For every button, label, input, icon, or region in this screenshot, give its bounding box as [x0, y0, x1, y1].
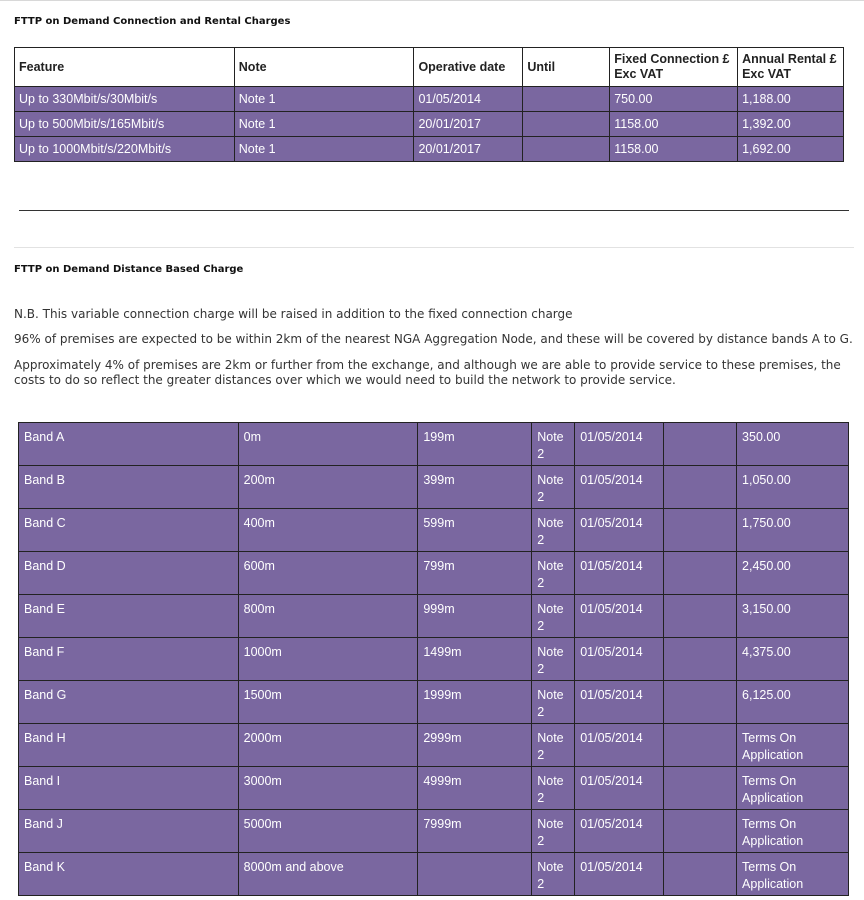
table-row — [15, 112, 844, 137]
cell-to-distance: 999m — [418, 595, 532, 638]
cell-from-distance: 2000m — [238, 724, 418, 767]
cell-from-distance: 400m — [238, 509, 418, 552]
cell-operative-date: 01/05/2014 — [575, 767, 664, 810]
table-row — [19, 724, 849, 767]
distance-band-table — [18, 422, 849, 896]
cell-from-distance: 1000m — [238, 638, 418, 681]
cell-operative-date: 01/05/2014 — [575, 853, 664, 896]
cell-note: Note 2 — [532, 724, 575, 767]
cell-band: Band K — [19, 853, 239, 896]
cell-band: Band F — [19, 638, 239, 681]
cell-until — [664, 853, 737, 896]
cell-note: Note 1 — [234, 112, 414, 137]
cell-until — [664, 509, 737, 552]
table-header-row — [15, 48, 844, 87]
cell-from-distance: 1500m — [238, 681, 418, 724]
cell-note: Note 2 — [532, 681, 575, 724]
cell-operative-date: 01/05/2014 — [575, 466, 664, 509]
cell-band: Band I — [19, 767, 239, 810]
section1-title: FTTP on Demand Connection and Rental Charges — [14, 16, 291, 27]
header-operative-date: Operative date — [414, 48, 523, 87]
cell-until — [523, 87, 610, 112]
cell-band: Band C — [19, 509, 239, 552]
cell-from-distance: 3000m — [238, 767, 418, 810]
cell-charge: Terms On Application — [737, 810, 849, 853]
cell-until — [523, 112, 610, 137]
cell-feature: Up to 500Mbit/s/165Mbit/s — [15, 112, 235, 137]
cell-charge: 3,150.00 — [737, 595, 849, 638]
cell-charge: 2,450.00 — [737, 552, 849, 595]
cell-operative-date: 20/01/2017 — [414, 112, 523, 137]
distance-paragraph: Approximately 4% of premises are 2km or further from the exchange, and although we are able to provide service to these premises, the costs to do so reflect the greater distances over which we would need to build the network to provide service. — [14, 358, 841, 387]
cell-note: Note 2 — [532, 810, 575, 853]
connection-rental-charges-table — [14, 47, 844, 162]
table-row — [19, 423, 849, 466]
table-row — [19, 767, 849, 810]
cell-until — [664, 638, 737, 681]
cell-until — [664, 595, 737, 638]
cell-band: Band D — [19, 552, 239, 595]
cell-charge: Terms On Application — [737, 853, 849, 896]
cell-note: Note 2 — [532, 853, 575, 896]
cell-charge: Terms On Application — [737, 724, 849, 767]
cell-operative-date: 01/05/2014 — [575, 423, 664, 466]
cell-to-distance: 399m — [418, 466, 532, 509]
table-row — [19, 509, 849, 552]
cell-band: Band J — [19, 810, 239, 853]
cell-charge: 1,750.00 — [737, 509, 849, 552]
cell-operative-date: 01/05/2014 — [575, 724, 664, 767]
cell-from-distance: 0m — [238, 423, 418, 466]
cell-charge: 1,050.00 — [737, 466, 849, 509]
top-divider — [0, 0, 864, 1]
cell-until — [664, 466, 737, 509]
cell-to-distance: 7999m — [418, 810, 532, 853]
header-note: Note — [234, 48, 414, 87]
header-fixed-connection: Fixed Connection £ Exc VAT — [610, 48, 738, 87]
cell-annual-rental: 1,692.00 — [738, 137, 844, 162]
cell-note: Note 2 — [532, 509, 575, 552]
cell-to-distance: 599m — [418, 509, 532, 552]
table-row — [19, 810, 849, 853]
cell-to-distance: 2999m — [418, 724, 532, 767]
cell-until — [523, 137, 610, 162]
cell-from-distance: 200m — [238, 466, 418, 509]
cell-operative-date: 20/01/2017 — [414, 137, 523, 162]
section2-title: FTTP on Demand Distance Based Charge — [14, 264, 244, 275]
cell-to-distance: 4999m — [418, 767, 532, 810]
cell-operative-date: 01/05/2014 — [575, 509, 664, 552]
cell-to-distance — [418, 853, 532, 896]
cell-operative-date: 01/05/2014 — [575, 552, 664, 595]
cell-note: Note 1 — [234, 137, 414, 162]
table-row — [15, 137, 844, 162]
cell-note: Note 2 — [532, 638, 575, 681]
cell-feature: Up to 1000Mbit/s/220Mbit/s — [15, 137, 235, 162]
cell-to-distance: 1499m — [418, 638, 532, 681]
cell-to-distance: 1999m — [418, 681, 532, 724]
cell-fixed-connection: 750.00 — [610, 87, 738, 112]
cell-band: Band H — [19, 724, 239, 767]
cell-until — [664, 423, 737, 466]
cell-note: Note 2 — [532, 595, 575, 638]
cell-operative-date: 01/05/2014 — [575, 638, 664, 681]
cell-operative-date: 01/05/2014 — [575, 681, 664, 724]
cell-band: Band B — [19, 466, 239, 509]
cell-feature: Up to 330Mbit/s/30Mbit/s — [15, 87, 235, 112]
table-row — [19, 681, 849, 724]
cell-charge: Terms On Application — [737, 767, 849, 810]
table-row — [19, 853, 849, 896]
cell-annual-rental: 1,188.00 — [738, 87, 844, 112]
section-divider-light — [14, 247, 854, 248]
cell-operative-date: 01/05/2014 — [575, 810, 664, 853]
cell-note: Note 2 — [532, 552, 575, 595]
cell-to-distance: 199m — [418, 423, 532, 466]
table-row — [19, 552, 849, 595]
cell-operative-date: 01/05/2014 — [575, 595, 664, 638]
table-row — [19, 466, 849, 509]
cell-from-distance: 800m — [238, 595, 418, 638]
cell-charge: 4,375.00 — [737, 638, 849, 681]
cell-note: Note 1 — [234, 87, 414, 112]
cell-charge: 6,125.00 — [737, 681, 849, 724]
cell-band: Band G — [19, 681, 239, 724]
table-row — [15, 87, 844, 112]
cell-note: Note 2 — [532, 466, 575, 509]
cell-band: Band E — [19, 595, 239, 638]
table-row — [19, 595, 849, 638]
section-divider — [19, 210, 849, 211]
header-feature: Feature — [15, 48, 235, 87]
cell-operative-date: 01/05/2014 — [414, 87, 523, 112]
cell-until — [664, 767, 737, 810]
cell-fixed-connection: 1158.00 — [610, 112, 738, 137]
cell-fixed-connection: 1158.00 — [610, 137, 738, 162]
note-paragraph: N.B. This variable connection charge will be raised in addition to the fixed connection charge — [14, 307, 573, 321]
cell-to-distance: 799m — [418, 552, 532, 595]
coverage-paragraph: 96% of premises are expected to be within 2km of the nearest NGA Aggregation Node, and these will be covered by distance bands A to G. — [14, 332, 853, 346]
cell-until — [664, 724, 737, 767]
cell-note: Note 2 — [532, 423, 575, 466]
table-row — [19, 638, 849, 681]
cell-charge: 350.00 — [737, 423, 849, 466]
header-annual-rental: Annual Rental £ Exc VAT — [738, 48, 844, 87]
cell-until — [664, 552, 737, 595]
header-until: Until — [523, 48, 610, 87]
cell-annual-rental: 1,392.00 — [738, 112, 844, 137]
cell-from-distance: 600m — [238, 552, 418, 595]
cell-until — [664, 681, 737, 724]
cell-note: Note 2 — [532, 767, 575, 810]
cell-from-distance: 5000m — [238, 810, 418, 853]
cell-until — [664, 810, 737, 853]
cell-band: Band A — [19, 423, 239, 466]
cell-from-distance: 8000m and above — [238, 853, 418, 896]
